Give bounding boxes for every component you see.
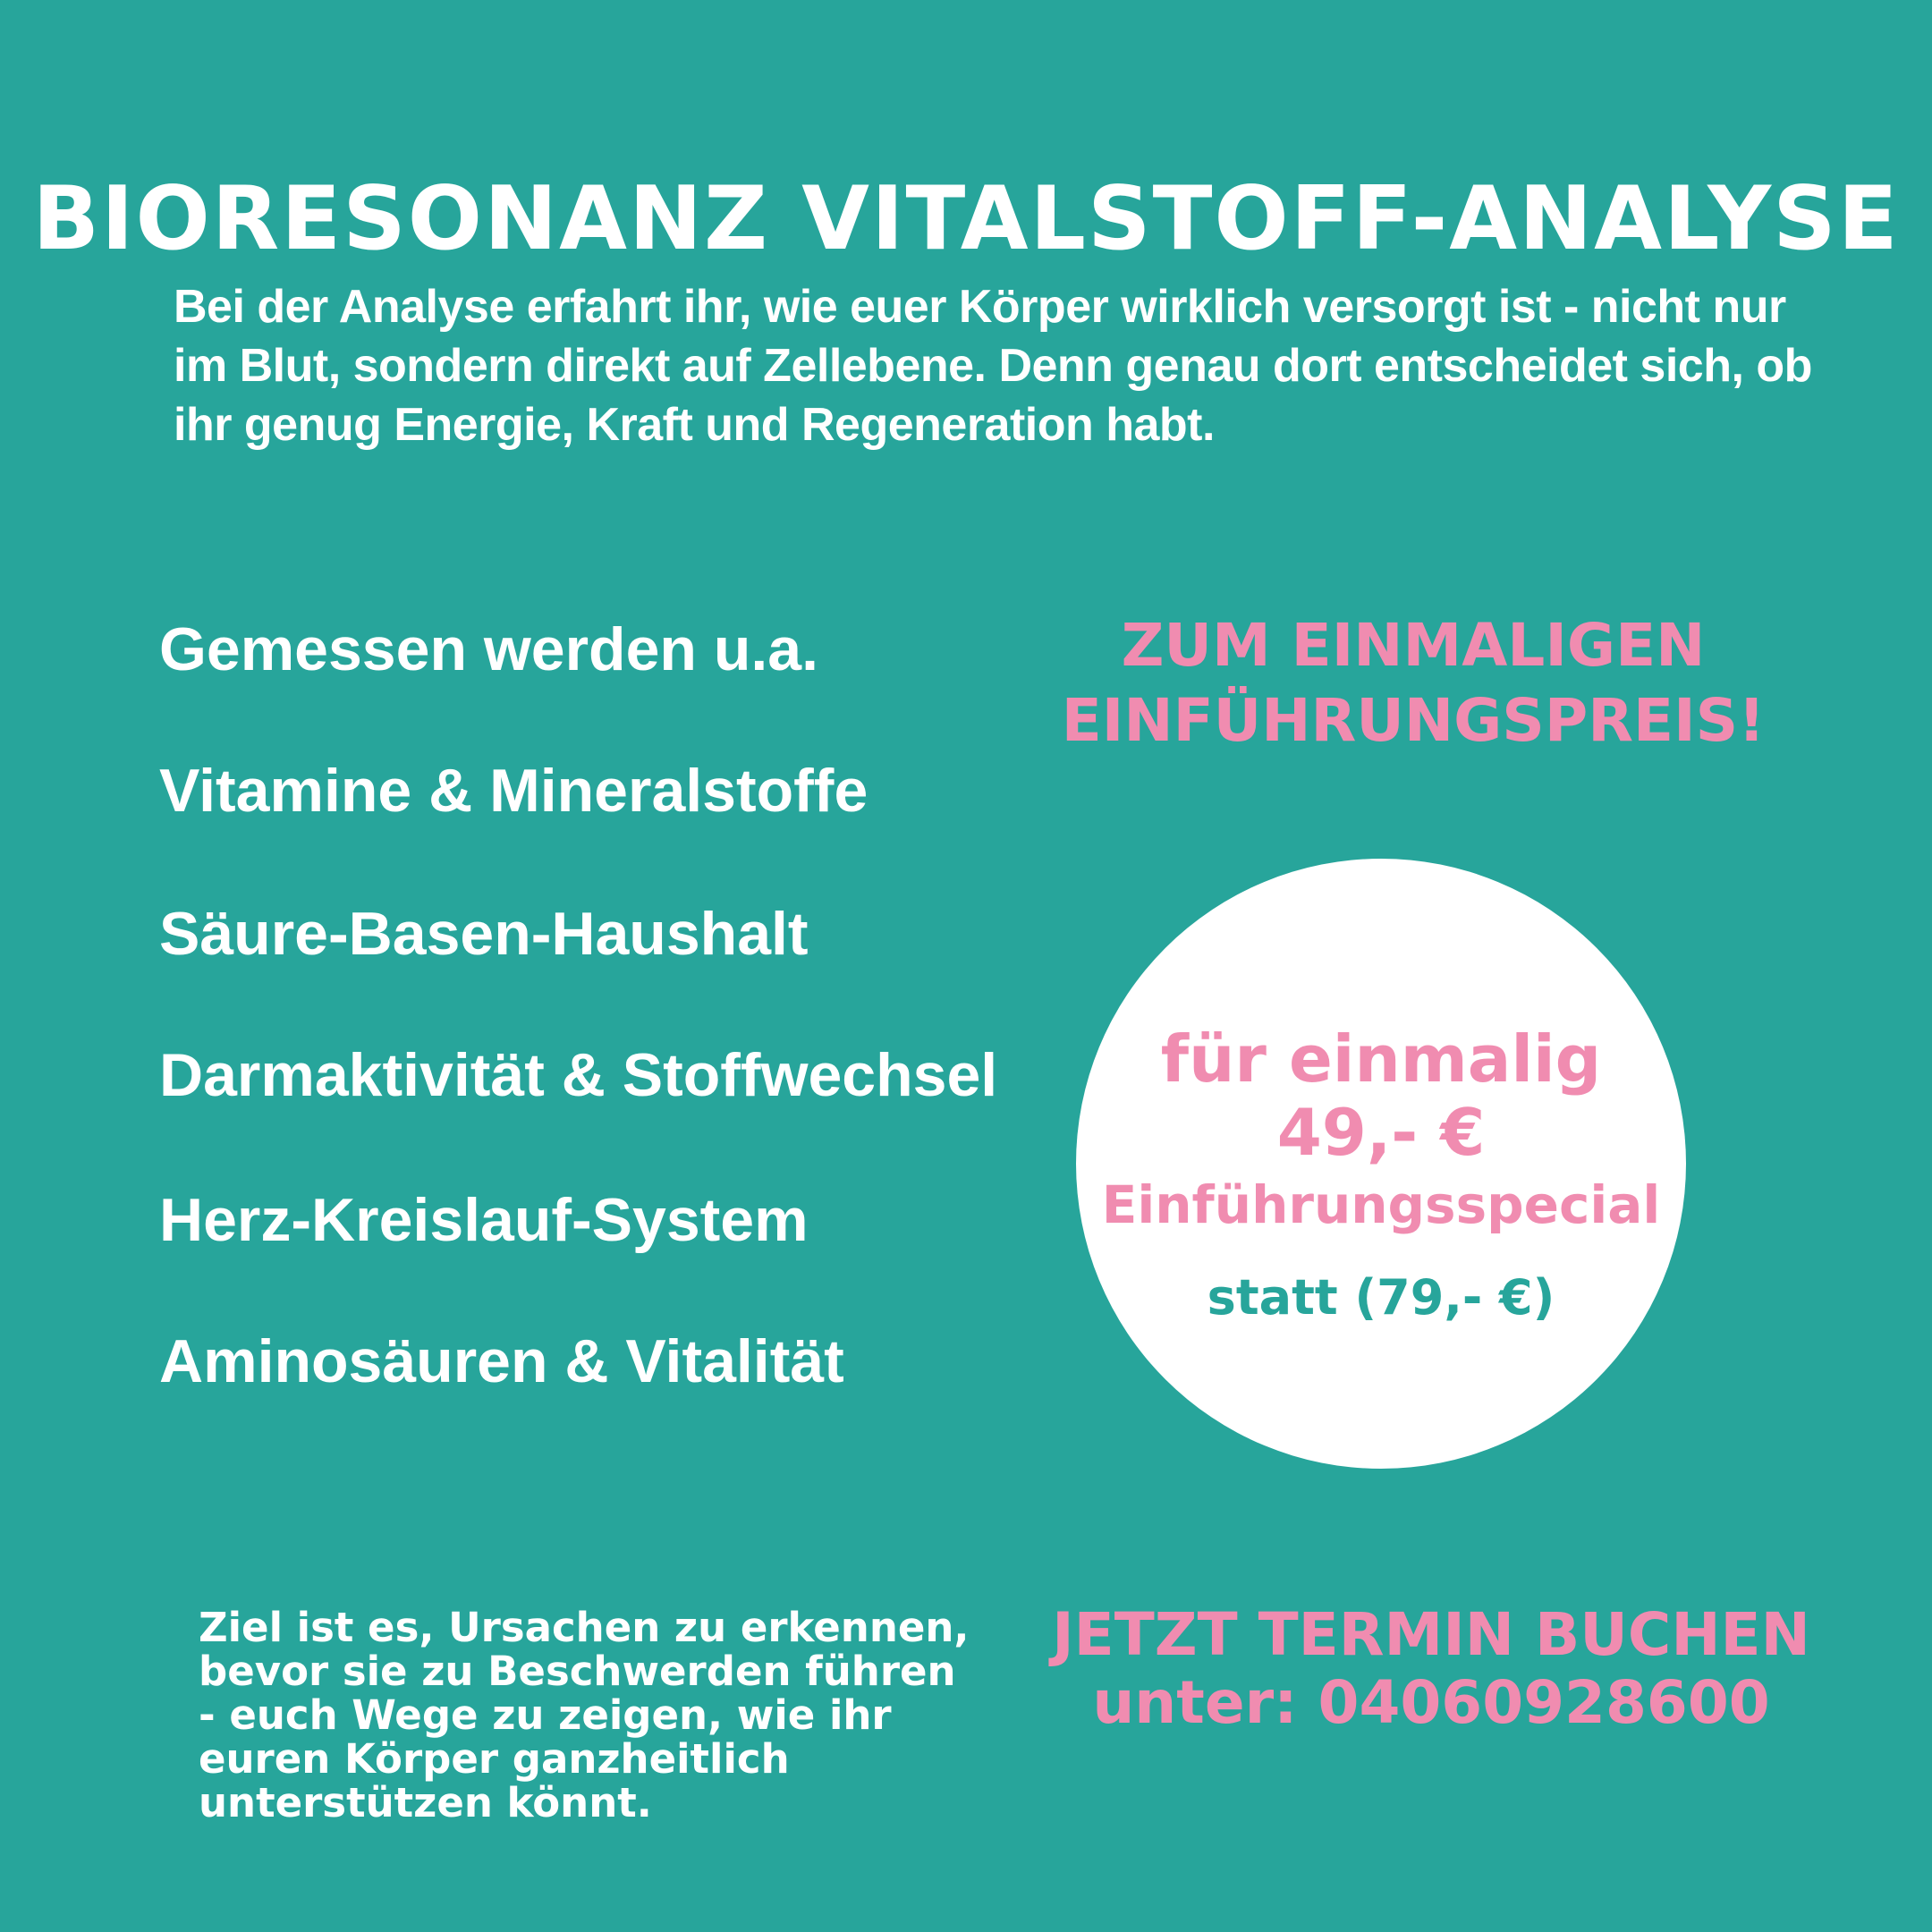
booking-cta-headline: JETZT TERMIN BUCHEN [1052,1600,1810,1669]
goal-line: euren Körper ganzheitlich [199,1735,790,1783]
price-intro: für einmalig [1160,1021,1602,1097]
measured-item: Darmaktivität & Stoffwechsel [159,1041,998,1109]
measured-item: Aminosäuren & Vitalität [159,1327,844,1395]
measured-item: Säure-Basen-Haushalt [159,900,809,968]
intro-line: im Blut, sondern direkt auf Zellebene. Denn genau dort entscheidet sich, ob [174,340,1812,392]
promo-heading-line: EINFÜHRUNGSPREIS! [1061,686,1766,755]
booking-phone[interactable]: unter: 04060928600 [1092,1668,1770,1737]
measured-heading: Gemessen werden u.a. [159,615,818,683]
goal-line: unterstützen könnt. [199,1779,652,1826]
intro-line: Bei der Analyse erfahrt ihr, wie euer Körper wirklich versorgt ist - nicht nur [174,281,1786,333]
price-label: Einführungsspecial [1101,1174,1661,1235]
promo-heading [1029,608,1798,758]
price-badge [1076,859,1686,1469]
goal-line: bevor sie zu Beschwerden führen [199,1648,956,1695]
measured-item: Vitamine & Mineralstoffe [159,757,869,825]
goal-line: - euch Wege zu zeigen, wie ihr [199,1691,892,1739]
promo-heading-line: ZUM EINMALIGEN [1121,611,1706,680]
goal-line: Ziel ist es, Ursachen zu erkennen, [199,1604,970,1651]
old-price: statt (79,- €) [1207,1269,1555,1326]
price-value: 49,- € [1276,1095,1486,1170]
intro-line: ihr genug Energie, Kraft und Regeneration habt. [174,399,1215,451]
measured-item: Herz-Kreislauf-System [159,1186,809,1254]
goal-paragraph [199,1606,986,1825]
page-title: BIORESONANZ VITALSTOFF-ANALYSE [32,167,1900,270]
booking-cta [1029,1601,1834,1737]
